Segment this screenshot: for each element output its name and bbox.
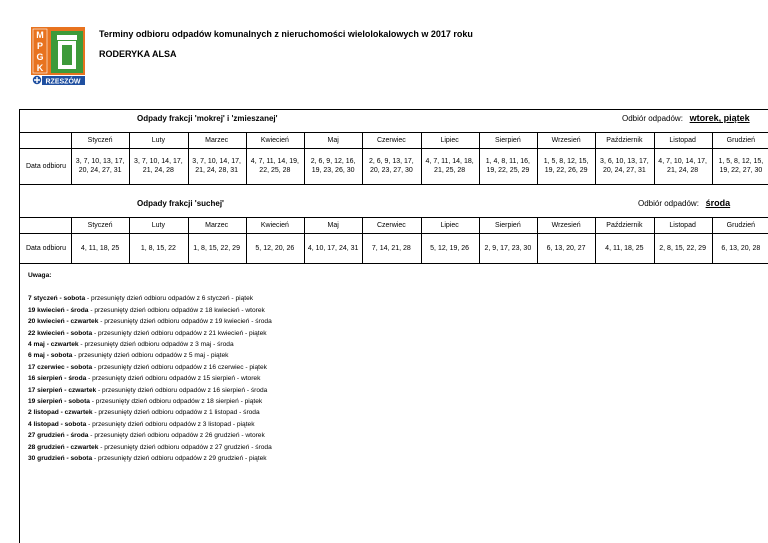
- dry-collection-days: środa: [705, 198, 731, 208]
- mixed-collection-info: [622, 113, 750, 123]
- mixed-dates-cell: 4, 7, 11, 14, 18, 21, 25, 28: [425, 158, 474, 174]
- document-title: Terminy odbioru odpadów komunalnych z nieruchomości wielolokalowych w 2017 roku: [99, 29, 473, 39]
- mixed-dates-cell: 4, 7, 11, 14, 19, 22, 25, 28: [250, 158, 299, 174]
- mpgk-logo: [31, 27, 85, 85]
- note-item: [28, 305, 272, 316]
- mixed-dates-cell: 3, 7, 10, 13, 17, 20, 24, 27, 31: [75, 158, 125, 174]
- dry-dates-cell: 6, 13, 20, 27: [546, 244, 586, 252]
- dry-month-header: Styczeń: [87, 221, 113, 229]
- mixed-section-title: Odpady frakcji 'mokrej' i 'zmieszanej': [137, 114, 278, 123]
- note-item: [28, 350, 272, 361]
- dry-dates-cell: 5, 12, 19, 26: [430, 244, 470, 252]
- dry-month-header: Czerwiec: [376, 221, 406, 229]
- mixed-corner: [21, 132, 71, 148]
- notes-section: [28, 270, 272, 465]
- note-text: - przesunięty dzień odbioru odpadów z 5 maj - piątek: [72, 352, 229, 360]
- note-item: [28, 442, 272, 453]
- notes-heading: Uwaga:: [28, 272, 52, 279]
- note-date: 19 kwiecień - środa: [28, 306, 89, 314]
- mixed-dates-cell: 3, 6, 10, 13, 17, 20, 24, 27, 31: [600, 158, 649, 174]
- note-date: 16 sierpień - środa: [28, 375, 87, 383]
- note-date: 17 czerwiec - sobota: [28, 363, 93, 371]
- note-date: 27 grudzień - środa: [28, 432, 89, 440]
- mixed-month-header: Sierpień: [495, 136, 521, 144]
- note-item: [28, 407, 272, 418]
- note-text: - przesunięty dzień odbioru odpadów z 18 kwiecień - wtorek: [88, 306, 265, 314]
- dry-dates-cell: 4, 10, 17, 24, 31: [307, 244, 359, 252]
- note-text: - przesunięty dzień odbioru odpadów z 3 maj - środa: [78, 341, 234, 349]
- note-date: 20 kwiecień - czwartek: [28, 318, 99, 326]
- dry-corner: [21, 217, 71, 233]
- mixed-month-header: Lipiec: [440, 136, 459, 144]
- note-date: 22 kwiecień - sobota: [28, 329, 93, 337]
- note-text: - przesunięty dzień odbioru odpadów z 27 grudzień - środa: [98, 443, 272, 451]
- note-text: - przesunięty dzień odbioru odpadów z 19 kwiecień - środa: [98, 318, 272, 326]
- mixed-month-header: Marzec: [205, 136, 229, 144]
- logo-letter-k: K: [36, 63, 44, 73]
- dry-month-header: Sierpień: [495, 221, 521, 229]
- logo-letter-g: G: [36, 52, 44, 62]
- logo-letter-m: M: [36, 30, 44, 40]
- dry-month-header: Grudzień: [726, 221, 756, 229]
- mixed-dates-cell: 2, 6, 9, 12, 16, 19, 23, 26, 30: [310, 158, 356, 174]
- dry-month-header: Październik: [606, 221, 643, 229]
- note-text: - przesunięty dzień odbioru odpadów z 26 grudzień - wtorek: [88, 432, 265, 440]
- dry-month-header: Luty: [151, 221, 165, 229]
- mixed-dates-cell: 3, 7, 10, 14, 17, 21, 24, 28, 31: [192, 158, 241, 174]
- dry-dates-cell: 4, 11, 18, 25: [80, 244, 120, 252]
- note-date: 4 listopad - sobota: [28, 420, 87, 428]
- schedule-grid: [19, 109, 768, 543]
- dry-collection-info: [638, 198, 730, 208]
- note-date: 4 maj - czwartek: [28, 341, 79, 349]
- grid-line-h: [20, 263, 768, 264]
- note-date: 6 maj - sobota: [28, 352, 73, 360]
- mixed-month-header: Maj: [327, 136, 339, 144]
- dry-dates-cell: 2, 9, 17, 23, 30: [484, 244, 532, 252]
- dry-dates-cell: 4, 11, 18, 25: [605, 244, 644, 252]
- note-item: [28, 316, 272, 327]
- note-text: - przesunięty dzień odbioru odpadów z 21 kwiecień - piątek: [92, 329, 267, 337]
- mixed-collection-days: wtorek, piątek: [689, 113, 750, 123]
- mixed-collection-label: Odbiór odpadów:: [622, 114, 683, 123]
- note-text: - przesunięty dzień odbioru odpadów z 29 grudzień - piątek: [92, 455, 267, 463]
- street-name: RODERYKA ALSA: [99, 49, 177, 59]
- mixed-row-label: Data odbioru: [25, 162, 67, 170]
- dry-dates-cell: 1, 8, 15, 22: [140, 244, 176, 252]
- logo-city-text: RZESZÓW: [45, 78, 81, 85]
- note-item: [28, 328, 272, 339]
- dry-month-header: Maj: [327, 221, 339, 229]
- dry-month-header: Marzec: [205, 221, 229, 229]
- note-item: [28, 396, 272, 407]
- mixed-month-header: Czerwiec: [376, 136, 406, 144]
- mixed-month-header: Luty: [151, 136, 165, 144]
- mixed-month-header: Grudzień: [726, 136, 756, 144]
- dry-dates-cell: 5, 12, 20, 26: [255, 244, 295, 252]
- dry-dates-cell: 1, 8, 15, 22, 29: [193, 244, 240, 252]
- dry-dates-cell: 7, 14, 21, 28: [371, 244, 411, 252]
- mixed-month-header: Październik: [606, 136, 643, 144]
- mixed-month-header: Styczeń: [87, 136, 113, 144]
- note-text: - przesunięty dzień odbioru odpadów z 16 czerwiec - piątek: [92, 363, 267, 371]
- logo-letter-p: P: [36, 41, 44, 51]
- mixed-month-header: Kwiecień: [260, 136, 289, 144]
- note-date: 2 listopad - czwartek: [28, 409, 93, 417]
- dry-row-label: Data odbioru: [25, 244, 67, 252]
- dry-collection-label: Odbiór odpadów:: [638, 199, 699, 208]
- dry-month-header: Lipiec: [440, 221, 459, 229]
- mixed-month-header: Listopad: [669, 136, 696, 144]
- note-text: - przesunięty dzień odbioru odpadów z 1 listopad - środa: [92, 409, 260, 417]
- note-text: - przesunięty dzień odbioru odpadów z 16 sierpień - środa: [96, 386, 268, 394]
- dry-section-title: Odpady frakcji 'suchej': [137, 199, 224, 208]
- note-item: [28, 453, 272, 464]
- mixed-dates-cell: 1, 5, 8, 12, 15, 19, 22, 27, 30: [718, 158, 764, 174]
- mixed-dates-cell: 3, 7, 10, 14, 17, 21, 24, 28: [134, 158, 183, 174]
- note-text: - przesunięty dzień odbioru odpadów z 15 sierpień - wtorek: [86, 375, 261, 383]
- grid-line-h: [20, 184, 768, 185]
- note-item: [28, 419, 272, 430]
- note-text: - przesunięty dzień odbioru odpadów z 18 sierpień - piątek: [89, 398, 263, 406]
- note-date: 30 grudzień - sobota: [28, 455, 93, 463]
- note-item: [28, 339, 272, 350]
- dry-dates-cell: 6, 13, 20, 28: [721, 244, 761, 252]
- note-date: 19 sierpień - sobota: [28, 398, 90, 406]
- dry-month-header: Kwiecień: [260, 221, 289, 229]
- note-date: 28 grudzień - czwartek: [28, 443, 99, 451]
- note-item: [28, 362, 272, 373]
- note-date: 17 sierpień - czwartek: [28, 386, 97, 394]
- note-text: - przesunięty dzień odbioru odpadów z 6 styczeń - piątek: [85, 295, 254, 303]
- mixed-dates-cell: 2, 6, 9, 13, 17, 20, 23, 27, 30: [368, 158, 414, 174]
- mixed-dates-cell: 1, 4, 8, 11, 16, 19, 22, 25, 29: [485, 158, 530, 174]
- note-item: [28, 373, 272, 384]
- mixed-dates-cell: 4, 7, 10, 14, 17, 21, 24, 28: [658, 158, 707, 174]
- note-text: - przesunięty dzień odbioru odpadów z 3 listopad - piątek: [86, 420, 255, 428]
- note-item: [28, 293, 272, 304]
- dry-dates-cell: 2, 8, 15, 22, 29: [659, 244, 706, 252]
- mixed-dates-cell: 1, 5, 8, 12, 15, 19, 22, 26, 29: [543, 158, 589, 174]
- note-date: 7 styczeń - sobota: [28, 295, 86, 303]
- dry-month-header: Wrzesień: [551, 221, 581, 229]
- mixed-month-header: Wrzesień: [551, 136, 581, 144]
- notes-list: [28, 293, 272, 464]
- note-item: [28, 385, 272, 396]
- dry-month-header: Listopad: [669, 221, 696, 229]
- note-item: [28, 430, 272, 441]
